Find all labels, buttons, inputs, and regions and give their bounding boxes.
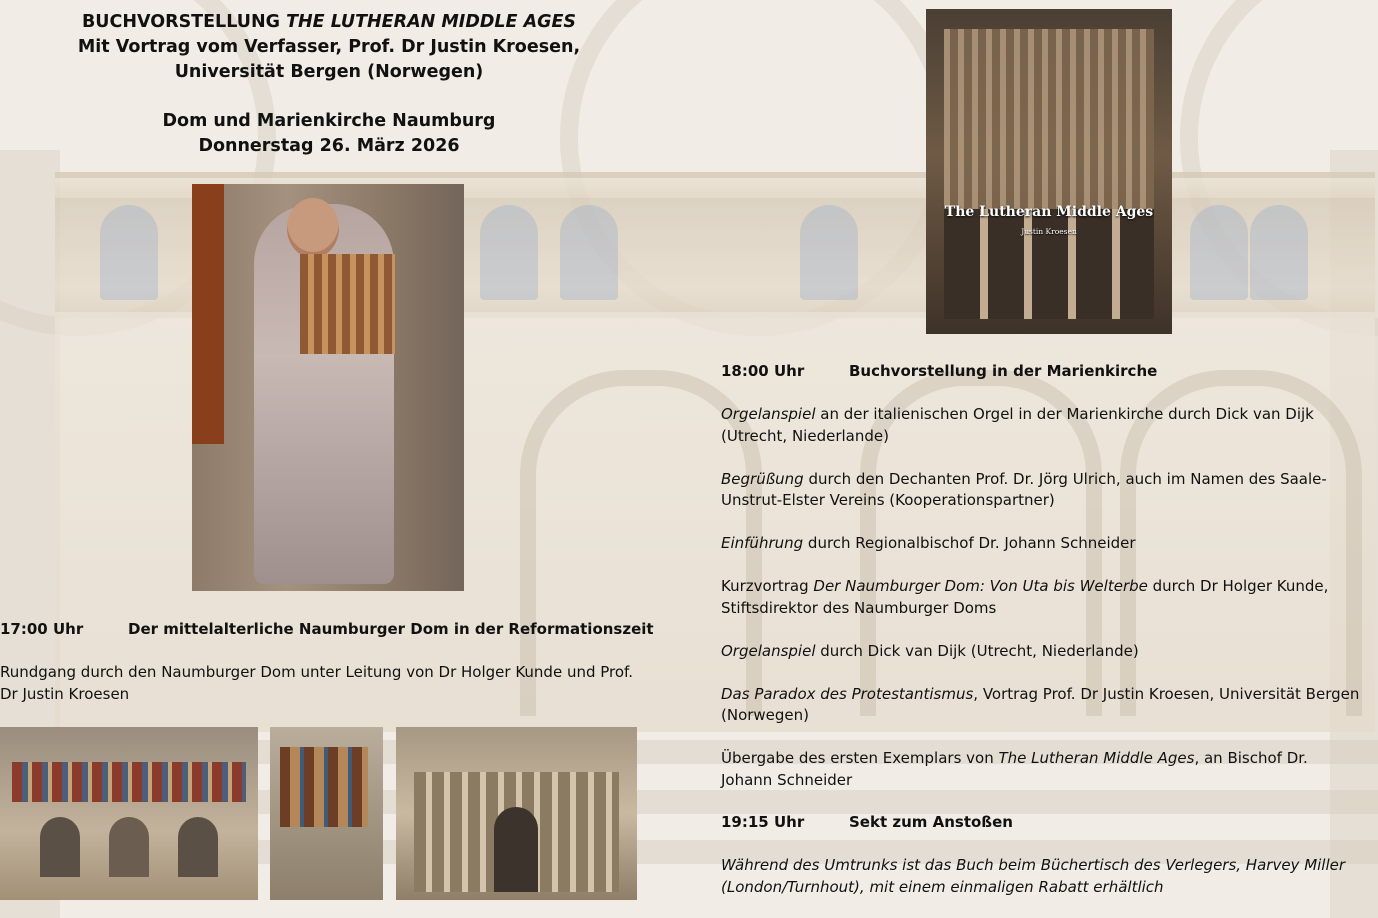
header-line-1	[40, 10, 618, 35]
book-cover-image	[926, 9, 1172, 334]
session-2-title: Buchvorstellung in der Marienkirche	[849, 362, 1158, 380]
niche	[560, 205, 618, 300]
west-choir-screen-photo	[396, 727, 637, 900]
program-item: Begrüßung durch den Dechanten Prof. Dr. Jörg Ulrich, auch im Namen des Saale-Unstrut-Elster Vereins (Kooperationspartner)	[721, 469, 1327, 509]
niche	[100, 205, 158, 300]
event-venue: Dom und Marienkirche Naumburg	[162, 111, 496, 131]
event-date: Donnerstag 26. März 2026	[198, 136, 460, 156]
statue-photo	[192, 184, 464, 591]
program-list	[721, 404, 1361, 813]
session-1-description: Rundgang durch den Naumburger Dom unter Leitung von Dr Holger Kunde und Prof. Dr Justin Kroesen	[0, 663, 633, 703]
cover-author: Justin Kroesen	[1021, 227, 1077, 236]
header-line-2: Mit Vortrag vom Verfasser, Prof. Dr Justin Kroesen,	[77, 37, 581, 57]
niche	[1250, 205, 1308, 300]
program-item: Einführung durch Regionalbischof Dr. Johann Schneider	[721, 534, 1136, 552]
event-header	[40, 10, 618, 159]
pulpit-photo	[270, 727, 383, 900]
niche	[480, 205, 538, 300]
program-item: Orgelanspiel an der italienischen Orgel in der Marienkirche durch Dick van Dijk (Utrecht, Niederlande)	[721, 405, 1314, 445]
session-1-title: Der mittelalterliche Naumburger Dom in der Reformationszeit	[128, 620, 654, 638]
program-item: Das Paradox des Protestantismus, Vortrag Prof. Dr Justin Kroesen, Universität Bergen (Norwegen)	[721, 684, 1360, 724]
header-prefix: BUCHVORSTELLUNG	[81, 12, 287, 32]
session-3-time: 19:15 Uhr	[721, 813, 805, 831]
session-3-note: Während des Umtrunks ist das Buch beim Büchertisch des Verlegers, Harvey Miller (London/Turnhout), mit einem einmaligen Rabatt erhältlich	[721, 856, 1346, 896]
program-item: Orgelanspiel durch Dick van Dijk (Utrecht, Niederlande)	[721, 641, 1139, 660]
program-item: Übergabe des ersten Exemplars von The Lutheran Middle Ages, an Bischof Dr. Johann Schneider	[721, 749, 1308, 789]
session-2-heading	[721, 362, 1158, 380]
niche	[800, 205, 858, 300]
niche	[1190, 205, 1248, 300]
session-3-title: Sekt zum Anstoßen	[849, 813, 1013, 831]
choir-screen-photo	[0, 727, 258, 900]
header-line-3: Universität Bergen (Norwegen)	[174, 62, 484, 82]
program-item: Kurzvortrag Der Naumburger Dom: Von Uta bis Welterbe durch Dr Holger Kunde, Stiftsdirektor des Naumburger Doms	[721, 577, 1329, 617]
book-title: THE LUTHERAN MIDDLE AGES	[286, 12, 577, 32]
session-1-time: 17:00 Uhr	[0, 620, 84, 638]
session-1-heading	[0, 620, 654, 638]
session-2-time: 18:00 Uhr	[721, 362, 805, 380]
cover-title: The Lutheran Middle Ages	[944, 204, 1154, 220]
session-3-heading	[721, 813, 1013, 831]
